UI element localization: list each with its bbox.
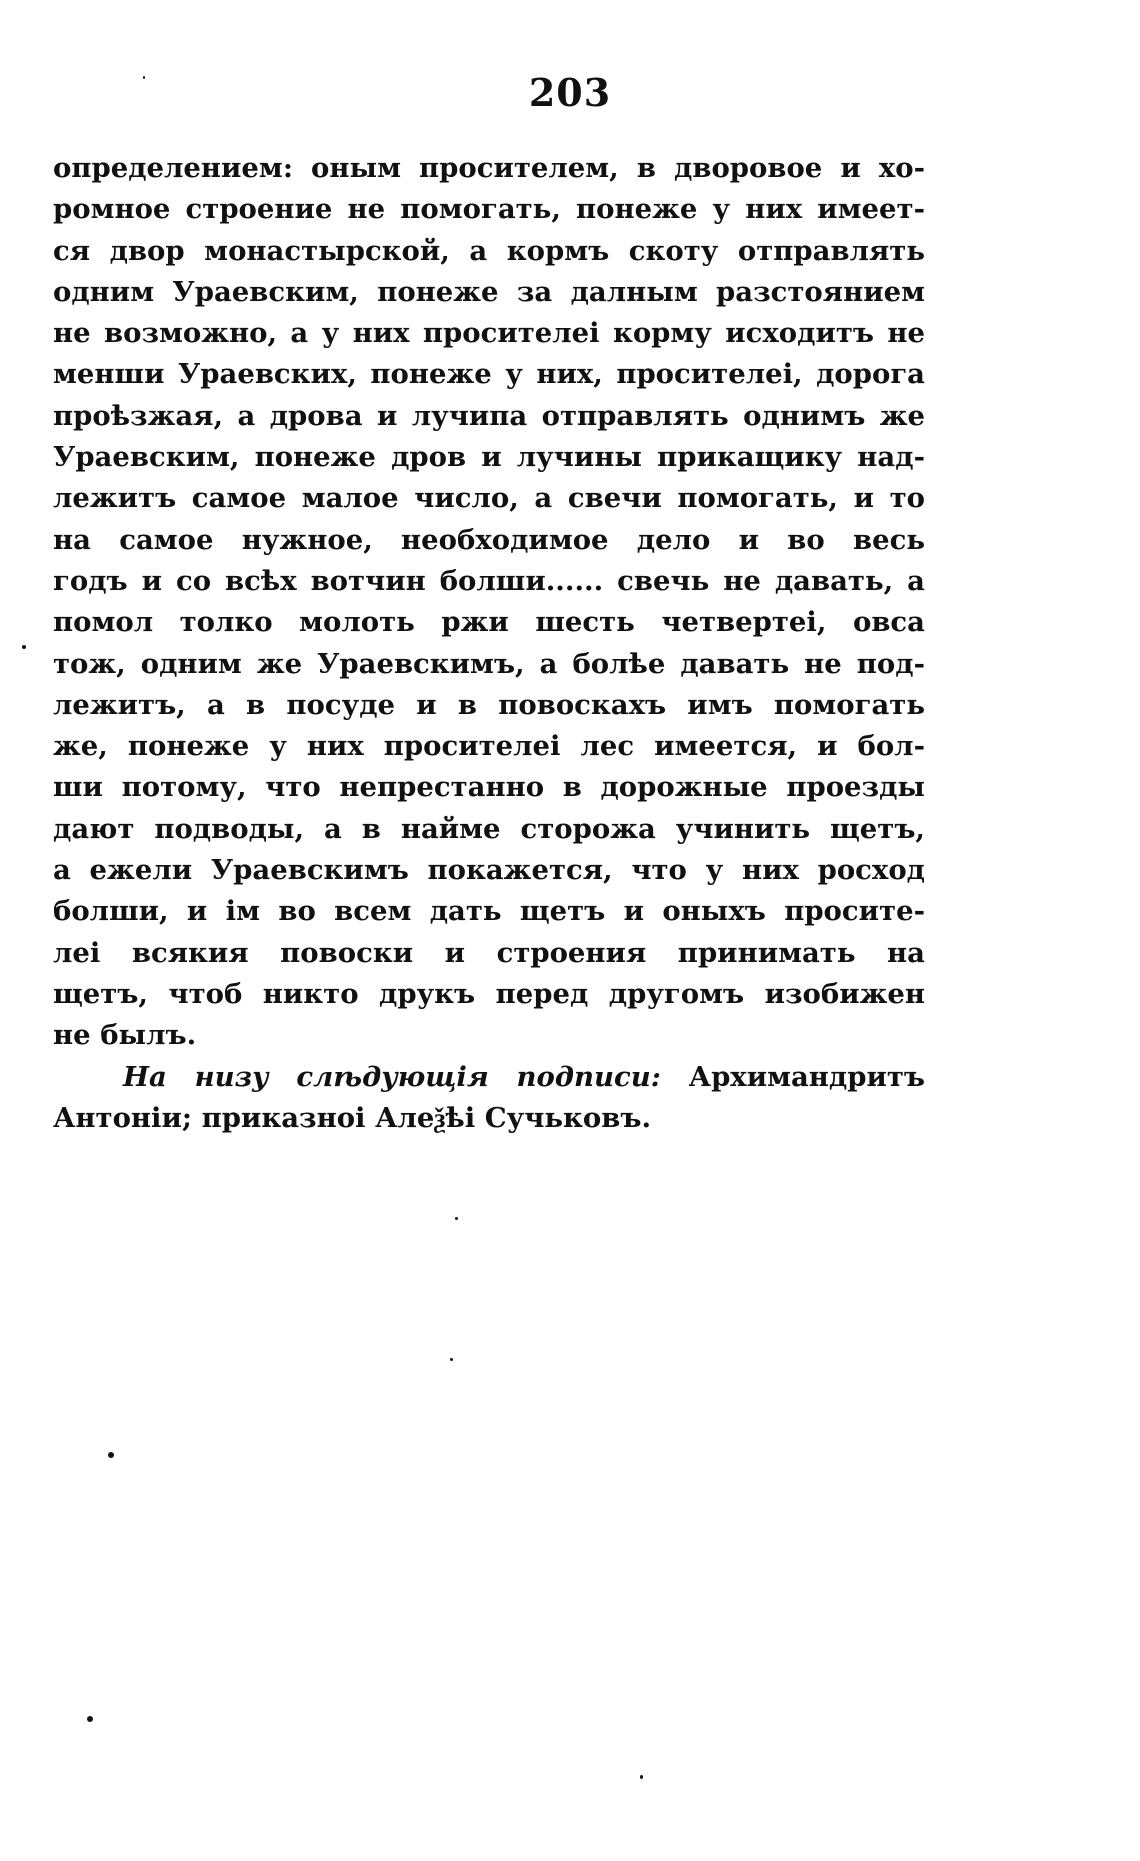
body-text xyxy=(53,148,925,1139)
text-line: менши Ураевских, понеже у них, просителеі, дорога xyxy=(53,358,925,391)
signature-archimandrite: Архимандритъ xyxy=(688,1060,925,1093)
scan-speck xyxy=(455,1217,458,1220)
scan-speck xyxy=(22,645,26,649)
scan-speck xyxy=(450,1358,453,1361)
text-line: ши потому, что непрестанно в дорожные проезды xyxy=(53,771,925,804)
scan-speck xyxy=(640,1775,643,1779)
text-line: щетъ, чтоб никто друкъ перед другомъ изобижен xyxy=(53,977,925,1010)
text-line: ся двор монастырской, а кормъ скоту отправлять xyxy=(53,234,925,267)
text-line: лежитъ самое малое число, а свечи помогать, и то xyxy=(53,482,925,515)
text-line: на самое нужное, необходимое дело и во весь xyxy=(53,523,925,556)
text-line: не возможно, а у них просителеі корму исходитъ не xyxy=(53,317,925,350)
text-line: болши, и ім во всем дать щетъ и оныхъ просите- xyxy=(53,895,925,928)
signature-intro: На низу слѣдующія подписи: xyxy=(123,1060,661,1093)
text-line: помол толко молоть ржи шесть четвертеі, овса xyxy=(53,606,925,639)
scan-speck xyxy=(87,1716,93,1722)
text-line: дают подводы, а в найме сторожа учинить щетъ, xyxy=(53,812,925,845)
text-line: леі всякия повоски и строения принимать на xyxy=(53,936,925,969)
text-line: же, понеже у них просителеі лес имеется, и бол- xyxy=(53,730,925,763)
text-line: Ураевским, понеже дров и лучины прикащику над- xyxy=(53,441,925,474)
text-line: тож, одним же Ураевскимъ, а болѣе давать не под- xyxy=(53,647,925,680)
text-line: не былъ. xyxy=(53,1019,197,1052)
page-number: 203 xyxy=(528,70,612,115)
scan-speck xyxy=(108,1452,114,1458)
text-line: проѣзжая, а дрова и лучипа отправлять однимъ же xyxy=(53,399,925,432)
text-line: лежитъ, а в посуде и в повоскахъ имъ помогать xyxy=(53,688,925,721)
signature-heading-line xyxy=(53,1057,925,1098)
text-line: годъ и со всѣх вотчин болши...... свечь не давать, а xyxy=(53,564,925,597)
text-line: определением: оным просителем, в дворовое и хо- xyxy=(53,152,925,184)
signature-names-line: Антоніи; приказноі Алеѯѣі Сучьковъ. xyxy=(53,1101,652,1134)
text-line: а ежели Ураевскимъ покажется, что у них росход xyxy=(53,854,925,887)
text-line: ромное строение не помогать, понеже у них имеет- xyxy=(53,193,925,226)
text-line: одним Ураевским, понеже за далным разстоянием xyxy=(53,275,925,308)
scan-speck xyxy=(143,76,145,79)
